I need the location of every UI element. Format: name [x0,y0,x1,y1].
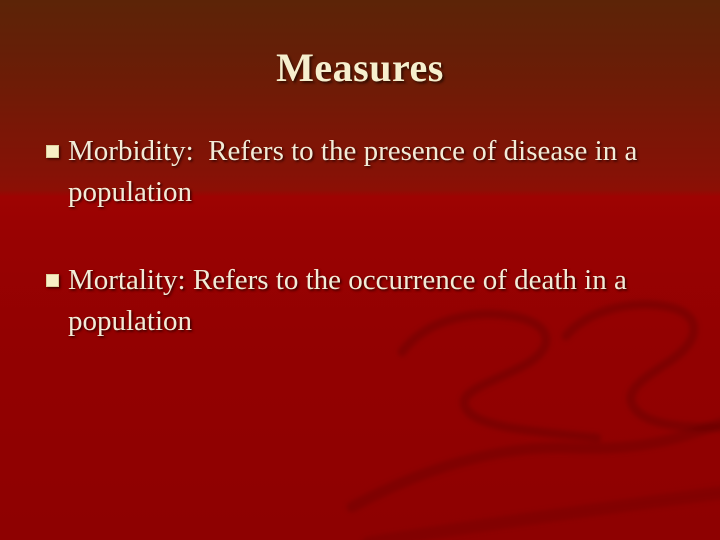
bullet-text-line: Morbidity: Refers to the presence of disease in a [68,135,638,167]
slide-title: Measures [276,45,444,90]
square-bullet-icon [46,274,59,287]
square-bullet-icon [46,145,59,158]
bullet-text-line: Mortality: Refers to the occurrence of death in a [68,264,627,296]
bullet-text-line: population [68,305,193,337]
swirl-bottom-edge [368,492,720,540]
bullet-item-mortality [68,260,703,342]
bullet-item-morbidity [68,131,703,213]
bullet-text-line: population [68,176,193,208]
swirl-bottom-sweep [352,422,720,507]
